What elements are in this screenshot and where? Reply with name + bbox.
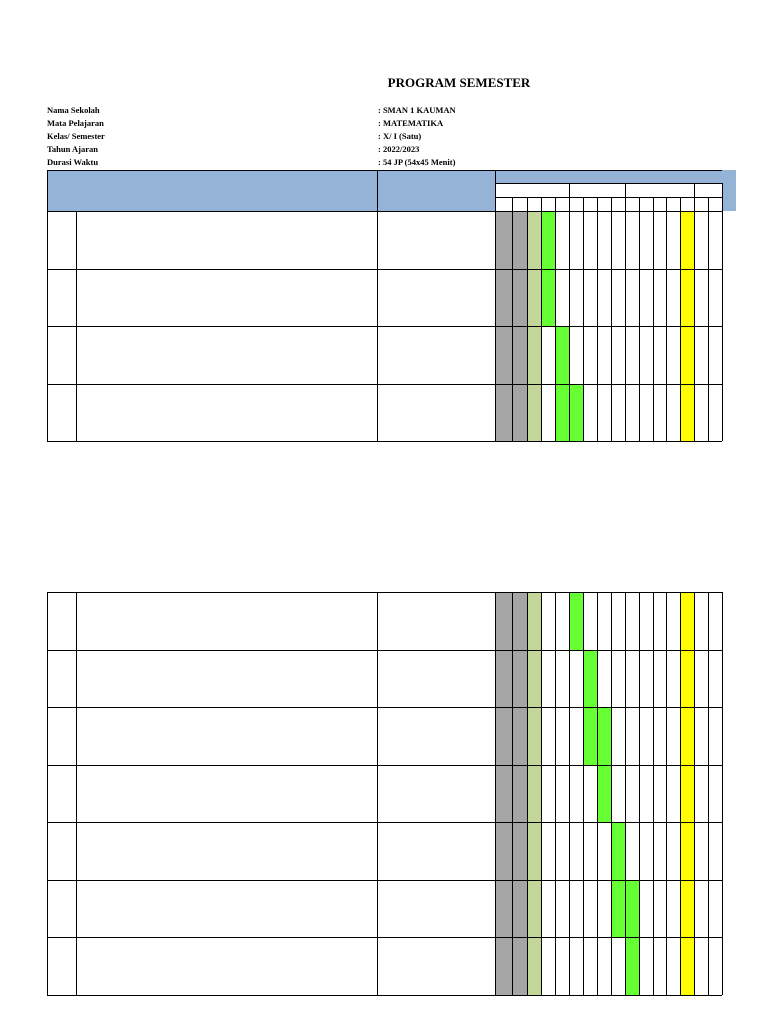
meta-value: : 54 JP (54x45 Menit): [378, 157, 456, 167]
grid-line: [47, 592, 48, 995]
meta-label: Kelas/ Semester: [47, 131, 105, 141]
green-cell: [625, 937, 639, 995]
grid-line: [708, 592, 709, 995]
grid-line: [625, 197, 626, 211]
meta-row: [47, 143, 507, 156]
grid-line: [76, 592, 77, 995]
grid-line: [541, 211, 542, 441]
grid-line: [47, 170, 722, 171]
grid-line: [495, 592, 496, 995]
header-fill: [495, 170, 736, 183]
grid-line: [597, 197, 598, 211]
grid-line: [47, 707, 722, 708]
grid-line: [47, 822, 722, 823]
grid-line: [377, 592, 378, 995]
grid-line: [47, 269, 722, 270]
green-cell: [569, 592, 583, 650]
grid-line: [47, 880, 722, 881]
grid-line: [569, 211, 570, 441]
meta-value: : X/ I (Satu): [378, 131, 422, 141]
meta-row: [47, 130, 507, 143]
meta-label: Nama Sekolah: [47, 105, 100, 115]
grid-line: [569, 592, 570, 995]
grid-line: [495, 183, 722, 184]
green-cell: [569, 384, 583, 442]
grid-line: [512, 592, 513, 995]
meta-label: Durasi Waktu: [47, 157, 99, 167]
grid-line: [495, 211, 496, 441]
grid-line: [47, 384, 722, 385]
green-cell: [625, 880, 639, 938]
grid-line: [680, 592, 681, 995]
grid-line: [597, 592, 598, 995]
grid-line: [625, 211, 626, 441]
meta-value: : MATEMATIKA: [378, 118, 444, 128]
green-cell: [597, 765, 611, 823]
grid-line: [377, 170, 378, 211]
grid-line: [639, 211, 640, 441]
grid-line: [611, 197, 612, 211]
grid-line: [47, 765, 722, 766]
grid-line: [47, 211, 48, 441]
grid-line: [527, 197, 528, 211]
grid-line: [722, 183, 723, 211]
green-cell: [597, 707, 611, 765]
meta-row: [47, 117, 507, 130]
yellow-column: [680, 592, 694, 995]
grid-line: [666, 197, 667, 211]
grid-line: [583, 197, 584, 211]
green-cell: [611, 822, 625, 880]
grid-line: [495, 197, 722, 198]
grid-line: [639, 592, 640, 995]
meta-block: [47, 104, 507, 169]
grid-line: [555, 592, 556, 995]
grid-line: [377, 211, 378, 441]
grid-line: [694, 197, 695, 211]
document-title: PROGRAM SEMESTER: [387, 75, 531, 90]
grid-line: [495, 197, 496, 211]
green-cell: [555, 384, 569, 442]
meta-value: : 2022/2023: [378, 144, 420, 154]
grid-line: [708, 211, 709, 441]
grid-line: [555, 197, 556, 211]
meta-label: Tahun Ajaran: [47, 144, 98, 154]
grid-line: [666, 592, 667, 995]
grid-line: [666, 211, 667, 441]
grid-line: [512, 211, 513, 441]
grid-line: [47, 650, 722, 651]
grid-line: [694, 211, 695, 441]
green-cell: [541, 269, 555, 327]
light-green-column: [527, 592, 541, 995]
grid-line: [47, 211, 722, 212]
grid-line: [541, 197, 542, 211]
grid-line: [47, 995, 722, 996]
grid-line: [611, 592, 612, 995]
green-cell: [555, 326, 569, 384]
gray-column: [495, 592, 527, 995]
grid-line: [653, 592, 654, 995]
grid-line: [541, 592, 542, 995]
grid-line: [47, 937, 722, 938]
grid-line: [680, 211, 681, 441]
meta-value: : SMAN 1 KAUMAN: [378, 105, 456, 115]
meta-row: [47, 156, 507, 169]
grid-line: [611, 211, 612, 441]
header-fill: [47, 170, 495, 211]
meta-label: Mata Pelajaran: [47, 118, 104, 128]
grid-line: [555, 211, 556, 441]
meta-row: [47, 104, 507, 117]
grid-line: [708, 197, 709, 211]
grid-line: [694, 592, 695, 995]
grid-line: [639, 197, 640, 211]
grid-line: [512, 197, 513, 211]
grid-line: [653, 197, 654, 211]
header-fill: [722, 183, 736, 211]
grid-line: [569, 197, 570, 211]
grid-line: [47, 170, 48, 211]
green-cell: [541, 211, 555, 269]
green-cell: [583, 707, 597, 765]
grid-line: [47, 326, 722, 327]
grid-line: [47, 592, 722, 593]
grid-line: [527, 211, 528, 441]
grid-line: [47, 441, 722, 442]
grid-line: [583, 211, 584, 441]
grid-line: [680, 197, 681, 211]
grid-line: [597, 211, 598, 441]
grid-line: [653, 211, 654, 441]
grid-line: [527, 592, 528, 995]
grid-line: [722, 211, 723, 441]
green-cell: [611, 880, 625, 938]
grid-line: [76, 211, 77, 441]
green-cell: [583, 650, 597, 708]
grid-line: [583, 592, 584, 995]
grid-line: [625, 592, 626, 995]
grid-line: [722, 592, 723, 995]
